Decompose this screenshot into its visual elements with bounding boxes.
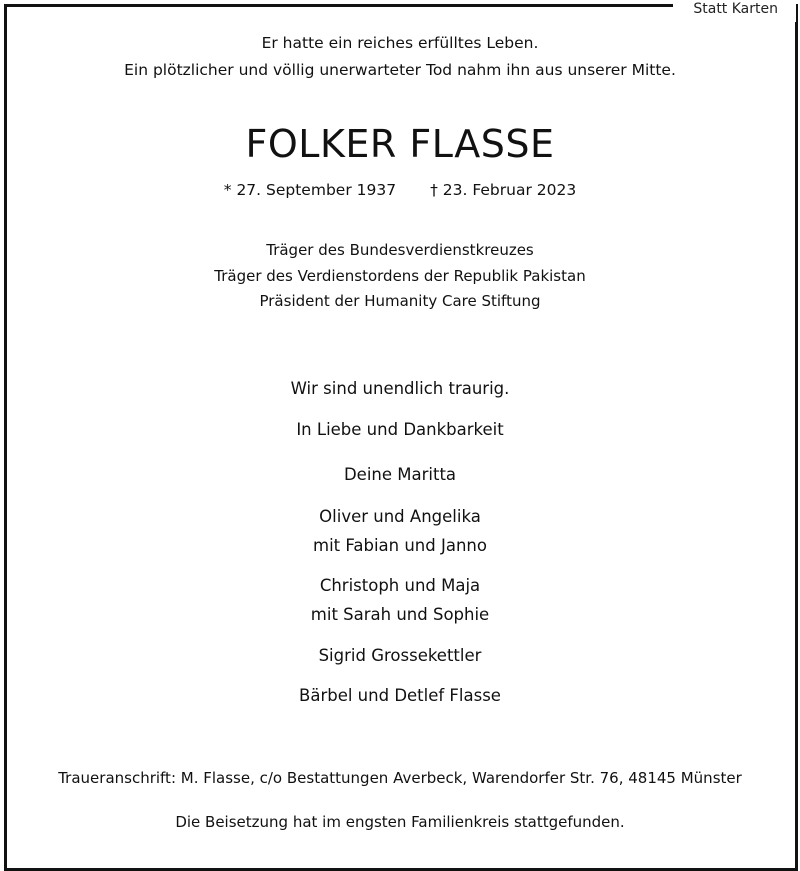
family2-line-1: Christoph und Maja <box>319 576 481 595</box>
family1-line-1: Oliver und Angelika <box>319 507 481 526</box>
death-date: † 23. Februar 2023 <box>430 181 577 199</box>
life-dates <box>0 181 800 199</box>
statt-karten-label: Statt Karten <box>673 0 796 22</box>
honor-line-3: Präsident der Humanity Care Stiftung <box>259 292 541 310</box>
relative-line-2: Bärbel und Detlef Flasse <box>299 686 501 705</box>
intro-line-1: Er hatte ein reiches erfülltes Leben. <box>261 34 539 52</box>
family2-line-2: mit Sarah und Sophie <box>310 605 490 624</box>
honor-line-1: Träger des Bundesverdienstkreuzes <box>266 241 534 259</box>
burial-note: Die Beisetzung hat im engsten Familienkreis stattgefunden. <box>175 813 625 831</box>
deceased-name: FOLKER FLASSE <box>245 122 555 166</box>
sadness-line: Wir sind unendlich traurig. <box>290 379 510 398</box>
spouse-name: Deine Maritta <box>343 465 457 484</box>
love-line: In Liebe und Dankbarkeit <box>296 420 504 439</box>
intro-line-2: Ein plötzlicher und völlig unerwarteter Tod nahm ihn aus unserer Mitte. <box>124 61 676 79</box>
honor-line-2: Träger des Verdienstordens der Republik Pakistan <box>214 267 586 285</box>
mourning-address: Traueranschrift: M. Flasse, c/o Bestattungen Averbeck, Warendorfer Str. 76, 48145 Münster <box>58 769 742 787</box>
family1-line-2: mit Fabian und Janno <box>313 536 487 555</box>
relative-line-1: Sigrid Grossekettler <box>318 646 482 665</box>
birth-date: * 27. September 1937 <box>223 181 397 199</box>
